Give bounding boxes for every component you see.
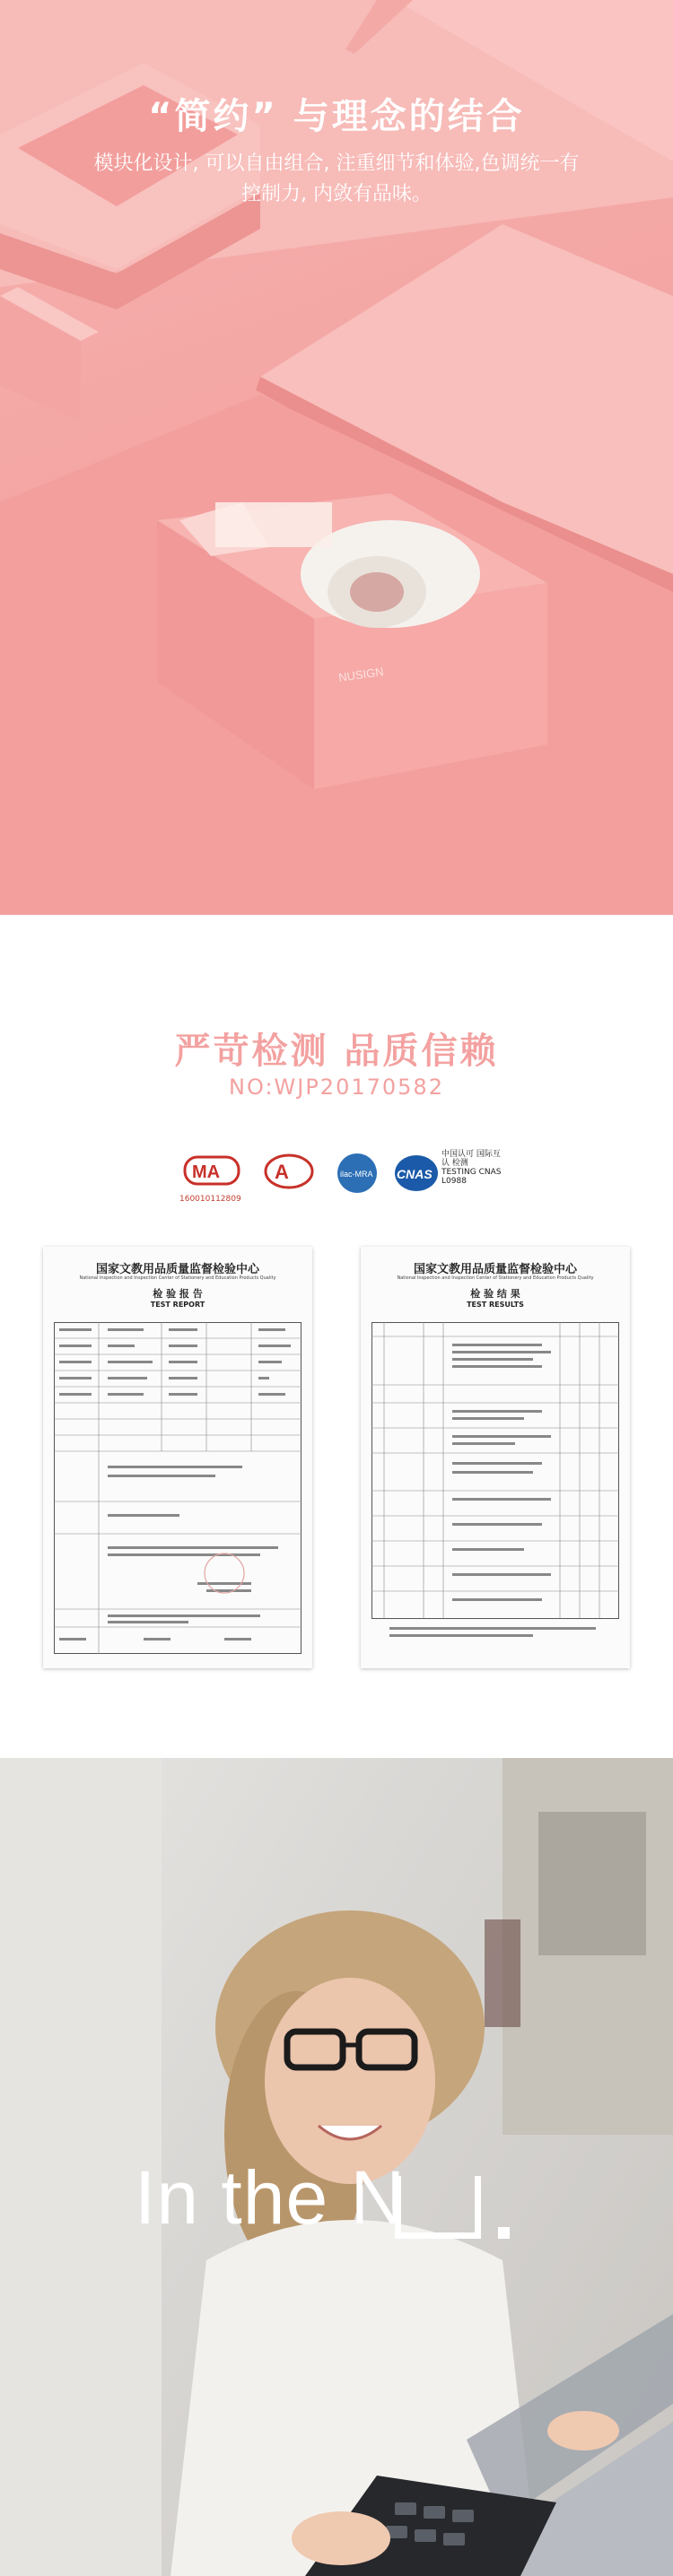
cal-logo-icon: [260, 1150, 318, 1193]
report-org-en: National Inspection and Inspection Center of Stationery and Education Products Quality: [79, 1275, 276, 1281]
test-report-right: [361, 1247, 630, 1668]
brand-dot-mark: [498, 2227, 510, 2239]
results-title: 检 验 结 果: [470, 1288, 520, 1300]
ilac-mra-logo-icon: [332, 1150, 389, 1207]
cma-caption: 160010112809: [179, 1195, 241, 1204]
report-title: 检 验 报 告: [153, 1288, 203, 1300]
certification-logos: [179, 1150, 503, 1213]
hero-title: “简约” 与理念的结合: [148, 96, 525, 137]
results-org-en: National Inspection and Inspection Center of Stationery and Education Products Quality: [397, 1275, 594, 1281]
inspection-section: [0, 931, 673, 1738]
svg-text:CNAS: CNAS: [397, 1167, 433, 1181]
brand-slogan: In the N: [135, 2155, 406, 2240]
report-org: 国家文教用品质量监督检验中心: [95, 1263, 259, 1276]
report-title-en: TEST REPORT: [150, 1301, 205, 1309]
report-table: [54, 1322, 302, 1654]
lifestyle-photo: [0, 1758, 673, 2576]
product-mark: NUSIGN: [337, 665, 385, 684]
inspection-title: 严苛检测 品质信赖: [174, 1031, 499, 1072]
results-table: [371, 1322, 619, 1654]
results-org: 国家文教用品质量监督检验中心: [413, 1263, 577, 1276]
results-title-en: TEST RESULTS: [467, 1301, 524, 1309]
svg-text:A: A: [275, 1161, 289, 1183]
report-number: NO:WJP20170582: [229, 1075, 444, 1100]
brand-u-mark: [395, 2176, 481, 2239]
test-report-left: [43, 1247, 312, 1668]
svg-text:MA: MA: [192, 1162, 221, 1182]
cnas-caption: 中国认可 国际互认 检测 TESTING CNAS L0988: [441, 1150, 502, 1186]
hero-banner: [0, 0, 673, 915]
hero-subtitle: 模块化设计, 可以自由组合, 注重细节和体验,色调统一有控制力, 内敛有品味。: [93, 152, 580, 205]
cma-logo-icon: [179, 1150, 248, 1193]
svg-text:ilac-MRA: ilac-MRA: [340, 1170, 373, 1179]
